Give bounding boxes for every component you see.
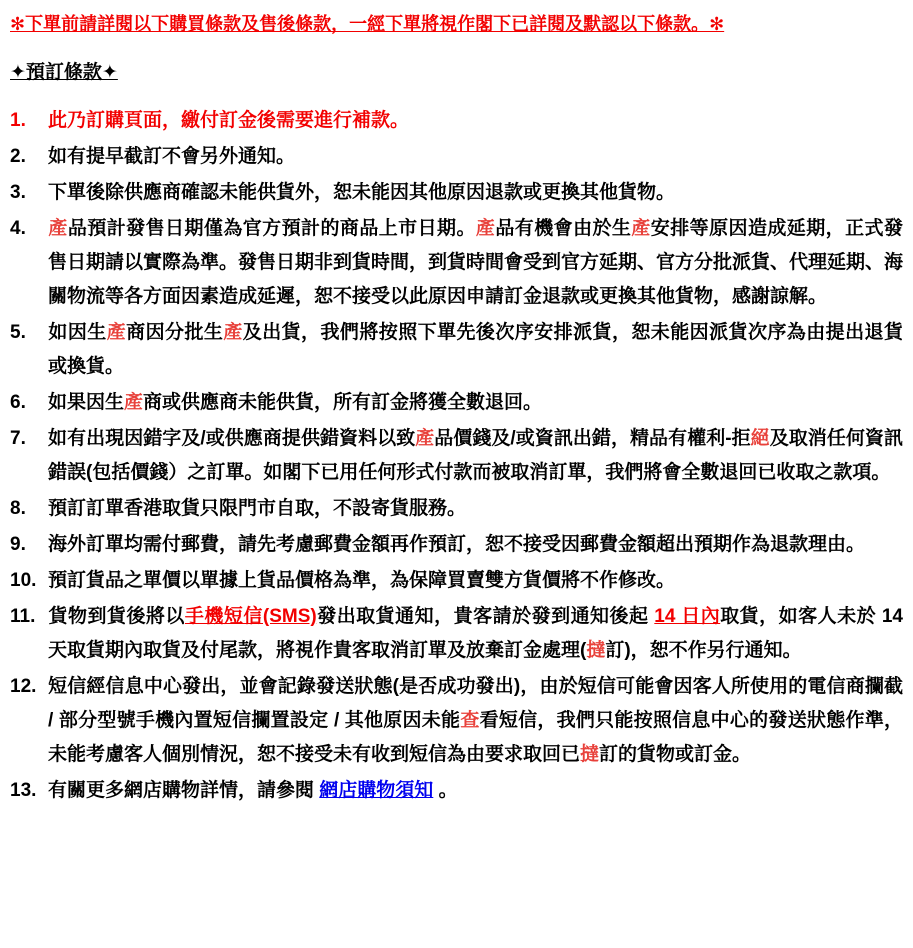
term-item xyxy=(10,316,903,384)
term-text-highlight: 撻 xyxy=(580,744,600,765)
term-text-highlight: 14 日內 xyxy=(654,606,721,627)
term-text: 安排等原因造成延期，正式發售日期請以實際為準。發售日期非到貨時間，到貨時間會受到官方延期、官方分批派貨、代理延期、海關物流等各方面因素造成延遲，恕不接受以此原因申請訂金退款或更換其他貨物，感謝諒解。 xyxy=(48,218,904,307)
term-text-highlight: 產 xyxy=(631,218,651,239)
term-text: 預訂貨品之單價以單據上貨品價格為準，為保障買賣雙方貨價將不作修改。 xyxy=(48,570,676,591)
term-text: 品有機會由於生 xyxy=(495,218,632,239)
term-text: 取貨，如客人未於 14 天取貨期內取貨及付尾款，將視作貴客取消訂單及放棄訂金處理( xyxy=(48,606,904,661)
item-number: 6. xyxy=(10,392,26,413)
item-number: 4. xyxy=(10,218,26,239)
item-number: 12. xyxy=(10,676,37,697)
section-heading: ✦預訂條款✦ xyxy=(10,62,118,83)
term-text: 。 xyxy=(433,780,458,801)
item-number: 2. xyxy=(10,146,26,167)
term-text-highlight: 產 xyxy=(48,218,68,239)
term-item xyxy=(10,176,903,210)
term-item xyxy=(10,140,903,174)
term-text: 貨物到貨後將以 xyxy=(48,606,185,627)
term-text: 如有提早截訂不會另外通知。 xyxy=(48,146,296,167)
term-text: 商或供應商未能供貨，所有訂金將獲全數退回。 xyxy=(143,392,543,413)
item-number: 3. xyxy=(10,182,26,203)
term-text: 如有出現因錯字及/或供應商提供錯資料以致 xyxy=(48,428,416,449)
term-text-highlight: 撻 xyxy=(586,640,606,661)
term-text: 海外訂單均需付郵費，請先考慮郵費金額再作預訂，恕不接受因郵費金額超出預期作為退款理由。 xyxy=(48,534,866,555)
term-item xyxy=(10,670,903,772)
item-number: 8. xyxy=(10,498,26,519)
term-text-highlight: 產 xyxy=(415,428,435,449)
term-text-highlight: 查 xyxy=(460,710,480,731)
item-number: 10. xyxy=(10,570,37,591)
term-text-highlight: 產 xyxy=(106,322,127,343)
term-text: 預訂訂單香港取貨只限門市自取，不設寄貨服務。 xyxy=(48,498,467,519)
term-text-highlight: 產 xyxy=(223,322,243,343)
item-number: 7. xyxy=(10,428,26,449)
term-text: 品預計發售日期僅為官方預計的商品上市日期。 xyxy=(67,218,476,239)
term-text: 訂的貨物或訂金。 xyxy=(599,744,752,765)
term-text: 訂)，恕不作另行通知。 xyxy=(605,640,802,661)
term-text: 下單後除供應商確認未能供貨外，恕未能因其他原因退款或更換其他貨物。 xyxy=(48,182,676,203)
item-number: 13. xyxy=(10,780,37,801)
term-item xyxy=(10,774,903,808)
term-text: 如果因生 xyxy=(48,392,125,413)
term-text: 有關更多網店購物詳情，請參閱 xyxy=(48,780,320,801)
term-text: 品價錢及/或資訊出錯，精品有權利-拒 xyxy=(434,428,751,449)
term-item xyxy=(10,492,903,526)
term-text-highlight: 產 xyxy=(124,392,144,413)
term-text: 及出貨，我們將按照下單先後次序安排派貨，恕未能因派貨次序為由提出退貨或換貨。 xyxy=(48,322,903,377)
term-text: 看短信，我們只能按照信息中心的發送狀態作準，未能考慮客人個別情況，恕不接受未有收到短信為由要求取回已 xyxy=(48,710,903,765)
term-text: 發出取貨通知，貴客請於發到通知後起 xyxy=(316,606,655,627)
item-number: 5. xyxy=(10,322,26,343)
term-item xyxy=(10,528,903,562)
page-title: ✻下單前請詳閱以下購買條款及售後條款，一經下單將視作閣下已詳閱及默認以下條款。✻ xyxy=(10,14,725,34)
item-number: 1. xyxy=(10,110,26,131)
term-item xyxy=(10,600,903,668)
term-item xyxy=(10,386,903,420)
term-text-highlight: 產 xyxy=(475,218,496,239)
term-item xyxy=(10,104,903,138)
term-text: 此乃訂購頁面，繳付訂金後需要進行補款。 xyxy=(48,110,410,131)
term-text: 短信經信息中心發出，並會記錄發送狀態(是否成功發出)，由於短信可能會因客人所使用的電信商攔截 / 部分型號手機內置短信攔置設定 / 其他原因未能 xyxy=(48,676,903,731)
item-number: 9. xyxy=(10,534,26,555)
term-text: 及取消任何資訊錯誤(包括價錢）之訂單。如閣下已用任何形式付款而被取消訂單，我們將會全數退回已收取之款項。 xyxy=(48,428,903,483)
item-number: 11. xyxy=(10,606,36,627)
term-text-highlight: 手機短信(SMS) xyxy=(184,606,317,627)
term-text-highlight: 絕 xyxy=(750,428,770,449)
term-item xyxy=(10,422,903,490)
store-shopping-notice-link[interactable]: 網店購物須知 xyxy=(319,780,434,801)
term-text: 如因生 xyxy=(48,322,107,343)
term-item xyxy=(10,212,903,314)
term-text: 商因分批生 xyxy=(126,322,224,343)
term-item xyxy=(10,564,903,598)
terms-list xyxy=(10,104,903,808)
